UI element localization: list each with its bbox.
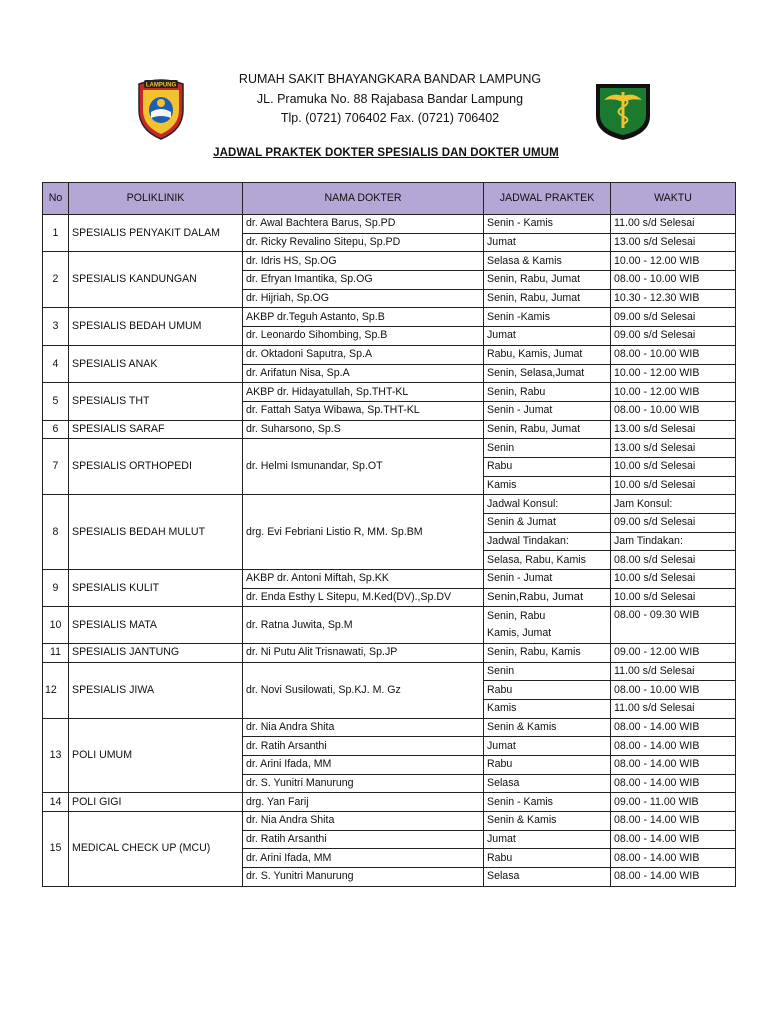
poliklinik: POLI GIGI [69, 793, 243, 812]
row-number: 2 [43, 252, 69, 308]
table-row [43, 439, 736, 458]
doctor-name: dr. Ricky Revalino Sitepu, Sp.PD [243, 233, 484, 252]
poliklinik: SPESIALIS BEDAH UMUM [69, 308, 243, 345]
hospital-phone: Tlp. (0721) 706402 Fax. (0721) 706402 [280, 111, 500, 125]
col-jadwal-praktek: JADWAL PRAKTEK [484, 183, 611, 215]
doctor-name: dr. Helmi Ismunandar, Sp.OT [243, 439, 484, 495]
poliklinik: SPESIALIS KULIT [69, 570, 243, 607]
col-poliklinik: POLIKLINIK [69, 183, 243, 215]
schedule-day: Rabu [484, 849, 611, 868]
table-row [43, 420, 736, 439]
row-number: 6 [43, 420, 69, 439]
schedule-day: Senin & Kamis [484, 718, 611, 737]
letterhead [0, 66, 768, 136]
row-number: 12 [43, 662, 69, 718]
schedule-day: Rabu, Kamis, Jumat [484, 345, 611, 364]
schedule-time: 09.00 - 12.00 WIB [611, 643, 736, 662]
schedule-day: Senin - Kamis [484, 215, 611, 234]
poliklinik: SPESIALIS BEDAH MULUT [69, 495, 243, 570]
table-row [43, 252, 736, 271]
doctor-name: drg. Evi Febriani Listio R, MM. Sp.BM [243, 495, 484, 570]
poliklinik: SPESIALIS JIWA [69, 662, 243, 718]
row-number: 5 [43, 383, 69, 420]
row-number: 9 [43, 570, 69, 607]
schedule-time: 10.00 - 12.00 WIB [611, 252, 736, 271]
schedule-time: 11.00 s/d Selesai [611, 215, 736, 234]
table-row [43, 215, 736, 234]
document-title: JADWAL PRAKTEK DOKTER SPESIALIS DAN DOKTER UMUM [213, 147, 559, 159]
schedule-time: 11.00 s/d Selesai [611, 662, 736, 681]
doctor-name: dr. S. Yunitri Manurung [243, 774, 484, 793]
schedule-day: Senin,Rabu, Jumat [484, 588, 611, 607]
table-row [43, 607, 736, 625]
row-number: 8 [43, 495, 69, 570]
table-row [43, 495, 736, 514]
doctor-name: dr. Idris HS, Sp.OG [243, 252, 484, 271]
schedule-day: Selasa & Kamis [484, 252, 611, 271]
table-row [43, 812, 736, 831]
table-row [43, 570, 736, 589]
poliklinik: SPESIALIS KANDUNGAN [69, 252, 243, 308]
schedule-time: Jam Konsul: [611, 495, 736, 514]
doctor-name: dr. Arifatun Nisa, Sp.A [243, 364, 484, 383]
doctor-name: dr. Hijriah, Sp.OG [243, 289, 484, 308]
col-nama-dokter: NAMA DOKTER [243, 183, 484, 215]
schedule-day: Senin, Rabu, Jumat [484, 289, 611, 308]
schedule-time: 08.00 - 14.00 WIB [611, 755, 736, 774]
doctor-name: dr. Fattah Satya Wibawa, Sp.THT-KL [243, 401, 484, 420]
police-emblem-icon [135, 76, 187, 140]
schedule-time: 08.00 - 10.00 WIB [611, 401, 736, 420]
schedule-time: 08.00 - 14.00 WIB [611, 849, 736, 868]
schedule-day: Rabu [484, 755, 611, 774]
doctor-name: AKBP dr. Antoni Miftah, Sp.KK [243, 570, 484, 589]
schedule-day: Rabu [484, 457, 611, 476]
row-number: 15 [43, 812, 69, 887]
schedule-day: Senin & Kamis [484, 812, 611, 831]
row-number: 7 [43, 439, 69, 495]
schedule-time: 08.00 - 10.00 WIB [611, 681, 736, 700]
col-no: No [43, 183, 69, 215]
schedule-day: Senin, Rabu [484, 607, 611, 625]
poliklinik: MEDICAL CHECK UP (MCU) [69, 812, 243, 887]
schedule-day: Jumat [484, 233, 611, 252]
row-number: 11 [43, 643, 69, 662]
hospital-address: JL. Pramuka No. 88 Rajabasa Bandar Lampung [256, 91, 524, 106]
hospital-name: RUMAH SAKIT BHAYANGKARA BANDAR LAMPUNG [238, 72, 542, 86]
schedule-time: 13.00 s/d Selesai [611, 233, 736, 252]
doctor-name: AKBP dr.Teguh Astanto, Sp.B [243, 308, 484, 327]
schedule-day: Senin, Rabu [484, 383, 611, 402]
poliklinik: SPESIALIS ANAK [69, 345, 243, 382]
schedule-time: 10.00 - 12.00 WIB [611, 383, 736, 402]
schedule-time: 09.00 s/d Selesai [611, 514, 736, 533]
row-number: 14 [43, 793, 69, 812]
schedule-time: 08.00 - 10.00 WIB [611, 345, 736, 364]
schedule-day: Jadwal Konsul: [484, 495, 611, 514]
schedule-time: 08.00 - 14.00 WIB [611, 830, 736, 849]
schedule-time: 13.00 s/d Selesai [611, 420, 736, 439]
row-number: 1 [43, 215, 69, 252]
schedule-time: 10.00 s/d Selesai [611, 588, 736, 607]
col-waktu: WAKTU [611, 183, 736, 215]
schedule-time: 10.00 s/d Selesai [611, 457, 736, 476]
doctor-name: dr. Ratih Arsanthi [243, 830, 484, 849]
doctor-name: dr. Arini Ifada, MM [243, 849, 484, 868]
schedule-day: Senin, Rabu, Jumat [484, 271, 611, 290]
table-row [43, 383, 736, 402]
schedule-day: Jumat [484, 830, 611, 849]
schedule-day: Senin -Kamis [484, 308, 611, 327]
schedule-time: 08.00 - 10.00 WIB [611, 271, 736, 290]
doctor-name: dr. Ratna Juwita, Sp.M [243, 607, 484, 643]
schedule-day: Senin [484, 439, 611, 458]
schedule-day: Kamis, Jumat [484, 625, 611, 643]
schedule-time: 11.00 s/d Selesai [611, 699, 736, 718]
row-number: 13 [43, 718, 69, 793]
doctor-name: dr. Ni Putu Alit Trisnawati, Sp.JP [243, 643, 484, 662]
doctor-name: dr. Enda Esthy L Sitepu, M.Ked(DV).,Sp.DV [243, 588, 484, 607]
schedule-day: Senin, Selasa,Jumat [484, 364, 611, 383]
schedule-time [611, 607, 736, 643]
medical-emblem-icon [592, 80, 654, 142]
doctor-name: dr. Oktadoni Saputra, Sp.A [243, 345, 484, 364]
row-number: 3 [43, 308, 69, 345]
schedule-time: Jam Tindakan: [611, 532, 736, 551]
doctor-name: AKBP dr. Hidayatullah, Sp.THT-KL [243, 383, 484, 402]
schedule-day: Selasa, Rabu, Kamis [484, 551, 611, 570]
schedule-time: 10.00 s/d Selesai [611, 570, 736, 589]
schedule-time: 08.00 - 14.00 WIB [611, 812, 736, 831]
schedule-day: Rabu [484, 681, 611, 700]
schedule-day: Senin, Rabu, Jumat [484, 420, 611, 439]
schedule-day: Selasa [484, 774, 611, 793]
schedule-day: Senin & Jumat [484, 514, 611, 533]
doctor-name: dr. Arini Ifada, MM [243, 755, 484, 774]
doctor-name: dr. Nia Andra Shita [243, 812, 484, 831]
schedule-time: 08.00 s/d Selesai [611, 551, 736, 570]
table-header-row [43, 183, 736, 215]
table-row [43, 718, 736, 737]
table-row [43, 345, 736, 364]
doctor-name: dr. Novi Susilowati, Sp.KJ. M. Gz [243, 662, 484, 718]
schedule-time: 10.00 s/d Selesai [611, 476, 736, 495]
schedule-day: Senin, Rabu, Kamis [484, 643, 611, 662]
poliklinik: POLI UMUM [69, 718, 243, 793]
schedule-time: 09.00 - 11.00 WIB [611, 793, 736, 812]
table-row [43, 662, 736, 681]
doctor-name: dr. Nia Andra Shita [243, 718, 484, 737]
schedule-table [42, 182, 736, 887]
schedule-day: Jadwal Tindakan: [484, 532, 611, 551]
schedule-day: Jumat [484, 737, 611, 756]
doctor-name: dr. Ratih Arsanthi [243, 737, 484, 756]
doctor-name: dr. Efryan Imantika, Sp.OG [243, 271, 484, 290]
schedule-time: 08.00 - 14.00 WIB [611, 718, 736, 737]
schedule-time: 08.00 - 14.00 WIB [611, 868, 736, 887]
schedule-time-text: 08.00 - 09.30 WIB [614, 609, 700, 622]
table-row [43, 643, 736, 662]
schedule-time: 09.00 s/d Selesai [611, 327, 736, 346]
doctor-name: dr. Awal Bachtera Barus, Sp.PD [243, 215, 484, 234]
doctor-name: dr. Suharsono, Sp.S [243, 420, 484, 439]
schedule-time: 10.00 - 12.00 WIB [611, 364, 736, 383]
schedule-day: Senin - Jumat [484, 401, 611, 420]
poliklinik: SPESIALIS ORTHOPEDI [69, 439, 243, 495]
schedule-day: Senin - Jumat [484, 570, 611, 589]
table-row [43, 793, 736, 812]
svg-text:LAMPUNG: LAMPUNG [145, 82, 177, 89]
poliklinik: SPESIALIS MATA [69, 607, 243, 643]
hospital-info [200, 70, 580, 129]
schedule-time: 10.30 - 12.30 WIB [611, 289, 736, 308]
doctor-name: drg. Yan Farij [243, 793, 484, 812]
poliklinik: SPESIALIS THT [69, 383, 243, 420]
doctor-name: dr. S. Yunitri Manurung [243, 868, 484, 887]
schedule-day: Kamis [484, 699, 611, 718]
schedule-day: Jumat [484, 327, 611, 346]
poliklinik: SPESIALIS SARAF [69, 420, 243, 439]
schedule-day: Senin [484, 662, 611, 681]
schedule-time: 09.00 s/d Selesai [611, 308, 736, 327]
schedule-time: 13.00 s/d Selesai [611, 439, 736, 458]
schedule-time: 08.00 - 14.00 WIB [611, 737, 736, 756]
row-number: 10 [43, 607, 69, 643]
schedule-time: 08.00 - 14.00 WIB [611, 774, 736, 793]
schedule-day: Senin - Kamis [484, 793, 611, 812]
table-row [43, 308, 736, 327]
poliklinik: SPESIALIS JANTUNG [69, 643, 243, 662]
row-number: 4 [43, 345, 69, 382]
schedule-day: Selasa [484, 868, 611, 887]
poliklinik: SPESIALIS PENYAKIT DALAM [69, 215, 243, 252]
schedule-day: Kamis [484, 476, 611, 495]
doctor-name: dr. Leonardo Sihombing, Sp.B [243, 327, 484, 346]
